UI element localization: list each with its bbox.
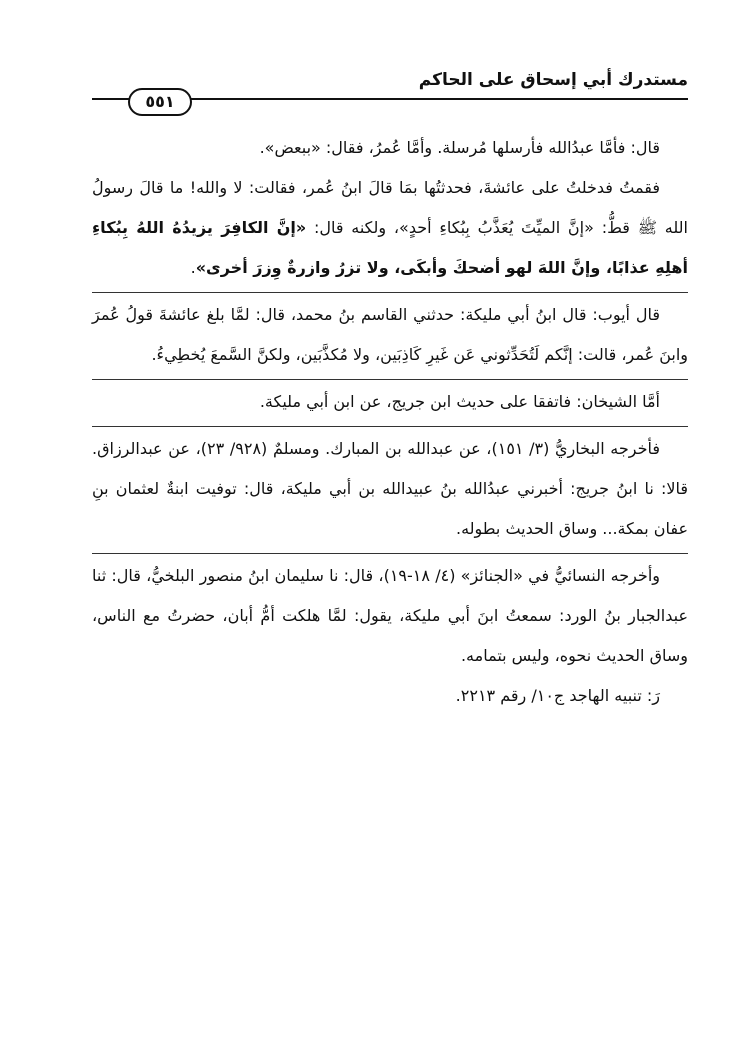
- paragraph-5: فأخرجه البخاريُّ (٣/ ١٥١)، عن عبدالله بن المبارك. ومسلمٌ (٩٢٨/ ٢٣)، عن عبدالرزاق. قالا: نا ابنُ جريج: أخبرني عبدُالله بنُ عبيدالله بن أبي مليكة، قال: توفيت ابنةٌ لعثمان بنِ عفان بمكة... وساق الحديث بطوله.: [92, 426, 688, 549]
- paragraph-7: رَ: تنبيه الهاجد ج١٠/ رقم ٢٢١٣.: [455, 686, 660, 705]
- page-number: ٥٥١: [128, 88, 192, 116]
- book-title: مستدرك أبي إسحاق على الحاكم: [418, 70, 688, 90]
- paragraph-1: قال: فأمَّا عبدُالله فأرسلها مُرسلة. وأمَّا عُمرُ، فقال: «ببعض».: [259, 138, 660, 157]
- page-header: [92, 64, 688, 111]
- paragraph-3: قال أيوب: قال ابنُ أبي مليكة: حدثني القاسم بنُ محمد، قال: لمَّا بلغ عائشةَ قولُ عُمرَ وابنَ عُمر، قالت: إنَّكم لَتُحَدِّثوني عَن غَيرِ كَاذِبَين، ولا مُكذَّبَين، ولكنَّ السَّمعَ يُخطِيءُ.: [92, 292, 688, 375]
- paragraph-4: أمَّا الشيخان: فاتفقا على حديث ابن جريج، عن ابن أبي مليكة.: [92, 379, 688, 422]
- paragraph-2-end: .: [190, 258, 196, 277]
- page-content: [92, 128, 688, 716]
- paragraph-2: [92, 168, 688, 288]
- paragraph-2-text: فقمتُ فدخلتُ على عائشةَ، فحدثتُها بمَا قالَ ابنُ عُمر، فقالت: لا والله! ما قالَ رسولُ الله ﷺ قطُّ: «إنَّ الميِّتَ يُعَذَّبُ بِبُكاءِ أحدٍ»، ولكنه قال:: [92, 178, 689, 237]
- paragraph-6: وأخرجه النسائيُّ في «الجنائز» (٤/ ١٨-١٩)، قال: نا سليمان ابنُ منصور البلخيُّ، قال: ثنا عبدالجبار بنُ الورد: سمعتُ ابنَ أبي مليكة، يقول: لمَّا هلكت أمُّ أبان، حضرتُ مع الناس، وساق الحديث نحوه، وليس بتمامه.: [92, 553, 688, 676]
- quran-quote: «إنَّ الكافِرَ يزيدُهُ اللهُ بِبُكاءِ أهلِهِ عذابًا، وإنَّ اللهَ لهو أضحكَ وأبكَى، ولا تزرُ وازرةٌ وِزرَ أخرى»: [92, 218, 688, 277]
